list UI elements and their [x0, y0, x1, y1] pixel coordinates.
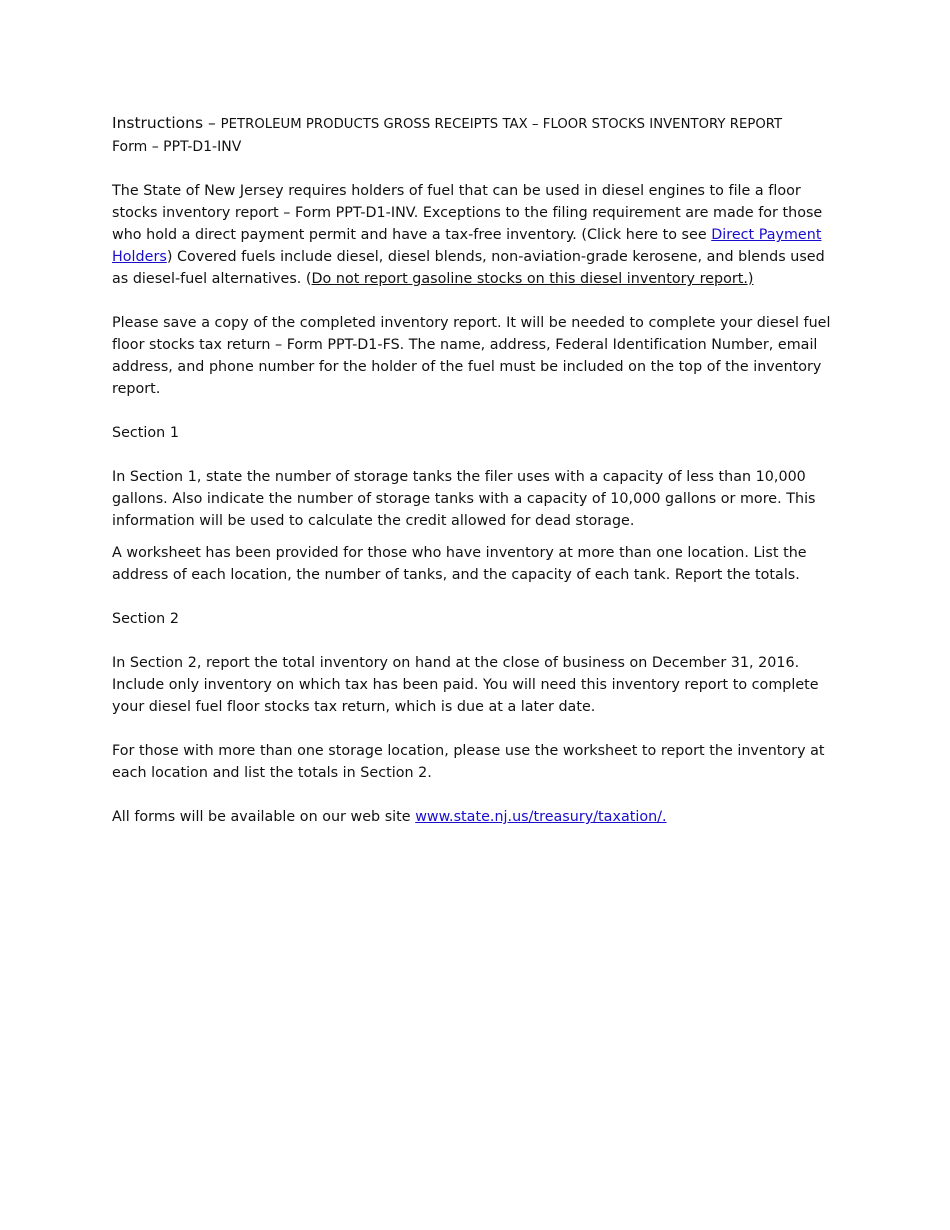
website-paragraph — [112, 806, 838, 828]
section-1-paragraph-2: A worksheet has been provided for those who have inventory at more than one location. List the address of each location, the number of tanks, and the capacity of each tank. Report the totals. — [112, 545, 807, 583]
intro-text-part-1: The State of New Jersey requires holders of fuel that can be used in diesel engines to file a floor stocks inventory report – Form PPT-D1-INV. Exceptions to the filing requirement are made for those who hold a direct payment permit and have a tax-free inventory. (Click here to see — [112, 183, 823, 243]
form-number: Form – PPT-D1-INV — [112, 139, 242, 155]
section-1-paragraph-1: In Section 1, state the number of storage tanks the filer uses with a capacity of less than 10,000 gallons. Also indicate the number of storage tanks with a capacity of 10,000 gallons or more. This information will be used to calculate the credit allowed for dead storage. — [112, 469, 816, 529]
title-lead: Instructions – — [112, 114, 221, 132]
section-2-paragraph-2: For those with more than one storage location, please use the worksheet to report the inventory at each location and list the totals in Section 2. — [112, 743, 825, 781]
intro-text-part-2: ) Covered fuels include diesel, diesel blends, non-aviation-grade kerosene, and blends used as diesel-fuel alternatives. ( — [112, 249, 825, 287]
title-text: PETROLEUM PRODUCTS GROSS RECEIPTS TAX – FLOOR STOCKS INVENTORY REPORT — [220, 117, 783, 132]
section-2-heading: Section 2 — [112, 611, 179, 627]
website-text: All forms will be available on our web site — [112, 809, 416, 825]
taxation-website-link[interactable]: www.state.nj.us/treasury/taxation/. — [415, 809, 667, 825]
section-2-paragraph-1: In Section 2, report the total inventory on hand at the close of business on December 31, 2016. Include only inventory on which tax has been paid. You will need this inventory report to complete your diesel fuel floor stocks tax return, which is due at a later date. — [112, 655, 819, 715]
document-title — [112, 112, 838, 136]
gasoline-exclusion-note: Do not report gasoline stocks on this diesel inventory report.) — [311, 271, 754, 287]
document-page — [112, 112, 838, 828]
save-copy-paragraph: Please save a copy of the completed inventory report. It will be needed to complete your diesel fuel floor stocks tax return – Form PPT-D1-FS. The name, address, Federal Identification Number, email address, and phone number for the holder of the fuel must be included on the top of the inventory report. — [112, 315, 831, 397]
intro-paragraph — [112, 180, 838, 290]
section-1-heading: Section 1 — [112, 425, 179, 441]
direct-payment-holders-link[interactable]: Direct Payment Holders — [112, 227, 822, 265]
